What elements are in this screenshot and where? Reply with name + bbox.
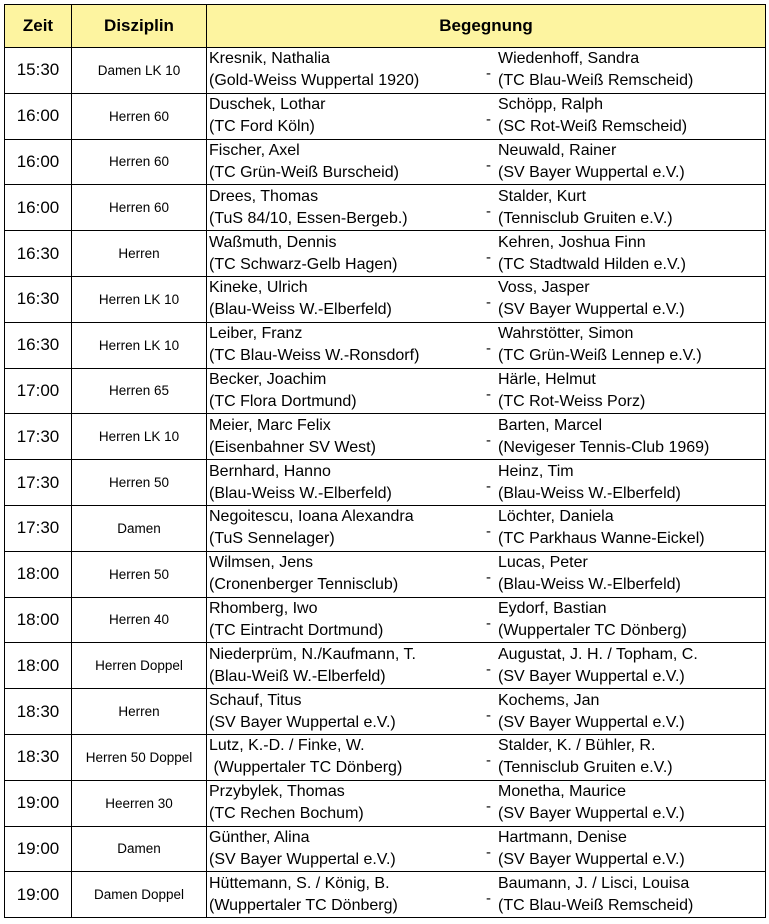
pairing: [207, 873, 765, 917]
home-player: [209, 323, 479, 367]
away-player: [498, 48, 765, 92]
table-row: [5, 322, 766, 368]
pairing: [207, 506, 765, 550]
away-player: [498, 506, 765, 550]
versus-separator: -: [486, 294, 491, 312]
discipline-cell: Herren LK 10: [72, 276, 207, 322]
away-player-club: (SV Bayer Wuppertal e.V.): [498, 163, 685, 181]
away-player-club: (Wuppertaler TC Dönberg): [498, 621, 687, 639]
home-player-club: (TuS Sennelager): [209, 530, 335, 548]
match-cell: [207, 276, 766, 322]
home-player-name: Bernhard, Hanno: [209, 462, 331, 480]
away-player-club: (TC Rot-Weiss Porz): [498, 392, 646, 410]
table-row: [5, 826, 766, 872]
away-player-club: (SV Bayer Wuppertal e.V.): [498, 805, 685, 823]
match-cell: [207, 185, 766, 231]
match-cell: [207, 643, 766, 689]
away-player: [498, 415, 765, 459]
away-player-club: (SC Rot-Weiß Remscheid): [498, 118, 688, 136]
time-cell: 18:30: [5, 734, 72, 780]
table-row: [5, 734, 766, 780]
home-player-club: (Gold-Weiss Wuppertal 1920): [209, 72, 420, 90]
discipline-cell: Herren 60: [72, 185, 207, 231]
discipline-cell: Herren 50: [72, 551, 207, 597]
match-cell: [207, 551, 766, 597]
table-row: [5, 93, 766, 139]
home-player-club: (TuS 84/10, Essen-Bergeb.): [209, 209, 408, 227]
pairing: [207, 598, 765, 642]
home-player-name: Hüttemann, S. / König, B.: [209, 874, 390, 892]
time-cell: 16:30: [5, 276, 72, 322]
away-player-name: Wiedenhoff, Sandra: [498, 50, 640, 68]
header-zeit: Zeit: [5, 5, 72, 48]
match-cell: [207, 48, 766, 94]
home-player-club: (TC Eintracht Dortmund): [209, 621, 384, 639]
away-player: [498, 323, 765, 367]
pairing: [207, 48, 765, 92]
home-player-club: (Eisenbahner SV West): [209, 438, 376, 456]
time-cell: 19:00: [5, 872, 72, 918]
time-cell: 18:00: [5, 551, 72, 597]
versus-separator: -: [486, 156, 491, 174]
away-player-name: Härle, Helmut: [498, 370, 596, 388]
match-cell: [207, 231, 766, 277]
versus-separator: -: [486, 477, 491, 495]
versus-separator: -: [486, 340, 491, 358]
discipline-cell: Damen LK 10: [72, 48, 207, 94]
discipline-cell: Herren Doppel: [72, 643, 207, 689]
discipline-cell: Herren 50 Doppel: [72, 734, 207, 780]
match-cell: [207, 872, 766, 918]
versus-separator: -: [486, 248, 491, 266]
home-player-club: (Wuppertaler TC Dönberg): [209, 896, 398, 914]
away-player-name: Baumann, J. / Lisci, Louisa: [498, 874, 690, 892]
pairing: [207, 323, 765, 367]
time-cell: 15:30: [5, 48, 72, 94]
home-player: [209, 232, 479, 276]
match-cell: [207, 460, 766, 506]
table-row: [5, 505, 766, 551]
away-player-name: Voss, Jasper: [498, 279, 590, 297]
home-player: [209, 690, 479, 734]
home-player-name: Duschek, Lothar: [209, 96, 326, 114]
home-player-club: (TC Rechen Bochum): [209, 805, 364, 823]
time-cell: 19:00: [5, 780, 72, 826]
home-player: [209, 735, 479, 779]
home-player-name: Waßmuth, Dennis: [209, 233, 337, 251]
away-player-club: (Blau-Weiss W.-Elberfeld): [498, 484, 681, 502]
away-player: [498, 781, 765, 825]
match-cell: [207, 93, 766, 139]
away-player: [498, 690, 765, 734]
home-player: [209, 369, 479, 413]
pairing: [207, 232, 765, 276]
discipline-cell: Heerren 30: [72, 780, 207, 826]
discipline-cell: Herren 65: [72, 368, 207, 414]
away-player-name: Augustat, J. H. / Topham, C.: [498, 645, 698, 663]
versus-separator: -: [486, 843, 491, 861]
away-player: [498, 735, 765, 779]
schedule-body: [5, 48, 766, 918]
versus-separator: -: [486, 202, 491, 220]
away-player: [498, 232, 765, 276]
home-player-name: Przybylek, Thomas: [209, 783, 345, 801]
table-row: [5, 643, 766, 689]
away-player-name: Neuwald, Rainer: [498, 141, 617, 159]
pairing: [207, 140, 765, 184]
time-cell: 17:30: [5, 414, 72, 460]
home-player: [209, 506, 479, 550]
away-player-name: Kochems, Jan: [498, 691, 600, 709]
away-player-name: Schöpp, Ralph: [498, 96, 603, 114]
away-player-name: Stalder, Kurt: [498, 187, 587, 205]
versus-separator: -: [486, 798, 491, 816]
versus-separator: -: [486, 752, 491, 770]
discipline-cell: Herren 40: [72, 597, 207, 643]
home-player-name: Niederprüm, N./Kaufmann, T.: [209, 645, 416, 663]
versus-separator: -: [486, 706, 491, 724]
home-player: [209, 598, 479, 642]
table-row: [5, 597, 766, 643]
away-player-name: Lucas, Peter: [498, 554, 588, 572]
away-player: [498, 277, 765, 321]
schedule-table: [4, 4, 766, 918]
versus-separator: -: [486, 65, 491, 83]
home-player-name: Leiber, Franz: [209, 325, 303, 343]
match-cell: [207, 414, 766, 460]
time-cell: 16:00: [5, 93, 72, 139]
versus-separator: -: [486, 385, 491, 403]
away-player-club: (Tennisclub Gruiten e.V.): [498, 759, 673, 777]
home-player: [209, 461, 479, 505]
away-player: [498, 552, 765, 596]
home-player-name: Lutz, K.-D. / Finke, W.: [209, 737, 365, 755]
home-player-club: (TC Flora Dortmund): [209, 392, 357, 410]
home-player-club: (SV Bayer Wuppertal e.V.): [209, 713, 396, 731]
versus-separator: -: [486, 889, 491, 907]
away-player: [498, 873, 765, 917]
home-player: [209, 415, 479, 459]
away-player-name: Monetha, Maurice: [498, 783, 627, 801]
away-player-club: (Tennisclub Gruiten e.V.): [498, 209, 673, 227]
home-player: [209, 94, 479, 138]
home-player-name: Wilmsen, Jens: [209, 554, 314, 572]
home-player-club: (Blau-Weiss W.-Elberfeld): [209, 484, 392, 502]
header-disziplin: Disziplin: [72, 5, 207, 48]
match-cell: [207, 322, 766, 368]
away-player-club: (SV Bayer Wuppertal e.V.): [498, 713, 685, 731]
discipline-cell: Damen: [72, 505, 207, 551]
home-player-club: (Blau-Weiß W.-Elberfeld): [209, 667, 386, 685]
home-player-name: Kineke, Ulrich: [209, 279, 308, 297]
away-player-name: Heinz, Tim: [498, 462, 574, 480]
match-cell: [207, 139, 766, 185]
home-player-name: Fischer, Axel: [209, 141, 300, 159]
away-player-name: Eydorf, Bastian: [498, 599, 607, 617]
table-row: [5, 231, 766, 277]
pairing: [207, 415, 765, 459]
away-player: [498, 644, 765, 688]
table-row: [5, 48, 766, 94]
away-player-club: (TC Blau-Weiß Remscheid): [498, 72, 694, 90]
pairing: [207, 461, 765, 505]
discipline-cell: Damen: [72, 826, 207, 872]
table-row: [5, 551, 766, 597]
table-row: [5, 139, 766, 185]
time-cell: 16:30: [5, 231, 72, 277]
table-row: [5, 368, 766, 414]
discipline-cell: Herren: [72, 689, 207, 735]
time-cell: 16:00: [5, 139, 72, 185]
away-player-club: (Blau-Weiss W.-Elberfeld): [498, 576, 681, 594]
home-player-name: Becker, Joachim: [209, 370, 327, 388]
time-cell: 17:30: [5, 505, 72, 551]
table-row: [5, 460, 766, 506]
home-player-name: Günther, Alina: [209, 828, 310, 846]
away-player-name: Wahrstötter, Simon: [498, 325, 634, 343]
discipline-cell: Herren LK 10: [72, 414, 207, 460]
versus-separator: -: [486, 660, 491, 678]
match-cell: [207, 368, 766, 414]
away-player-club: (SV Bayer Wuppertal e.V.): [498, 301, 685, 319]
away-player-name: Stalder, K. / Bühler, R.: [498, 737, 656, 755]
away-player: [498, 140, 765, 184]
away-player-name: Hartmann, Denise: [498, 828, 627, 846]
away-player-club: (Nevigeser Tennis-Club 1969): [498, 438, 710, 456]
pairing: [207, 94, 765, 138]
home-player-club: (SV Bayer Wuppertal e.V.): [209, 850, 396, 868]
home-player: [209, 873, 479, 917]
home-player: [209, 644, 479, 688]
home-player: [209, 186, 479, 230]
home-player-name: Meier, Marc Felix: [209, 416, 331, 434]
match-cell: [207, 734, 766, 780]
table-row: [5, 414, 766, 460]
versus-separator: -: [486, 523, 491, 541]
away-player-club: (SV Bayer Wuppertal e.V.): [498, 667, 685, 685]
versus-separator: -: [486, 431, 491, 449]
away-player: [498, 186, 765, 230]
table-row: [5, 689, 766, 735]
home-player-name: Kresnik, Nathalia: [209, 50, 330, 68]
home-player-name: Drees, Thomas: [209, 187, 319, 205]
discipline-cell: Herren 50: [72, 460, 207, 506]
versus-separator: -: [486, 569, 491, 587]
table-row: [5, 780, 766, 826]
discipline-cell: Herren: [72, 231, 207, 277]
home-player: [209, 277, 479, 321]
home-player-club: (TC Schwarz-Gelb Hagen): [209, 255, 398, 273]
match-cell: [207, 780, 766, 826]
away-player: [498, 94, 765, 138]
discipline-cell: Herren 60: [72, 139, 207, 185]
away-player-club: (TC Parkhaus Wanne-Eickel): [498, 530, 705, 548]
versus-separator: -: [486, 614, 491, 632]
time-cell: 18:00: [5, 643, 72, 689]
match-cell: [207, 689, 766, 735]
time-cell: 16:00: [5, 185, 72, 231]
time-cell: 16:30: [5, 322, 72, 368]
away-player-club: (SV Bayer Wuppertal e.V.): [498, 850, 685, 868]
home-player-name: Rhomberg, Iwo: [209, 599, 318, 617]
discipline-cell: Herren 60: [72, 93, 207, 139]
away-player-club: (TC Blau-Weiß Remscheid): [498, 896, 694, 914]
table-row: [5, 185, 766, 231]
time-cell: 19:00: [5, 826, 72, 872]
match-cell: [207, 826, 766, 872]
time-cell: 18:30: [5, 689, 72, 735]
match-cell: [207, 597, 766, 643]
home-player: [209, 140, 479, 184]
away-player-club: (TC Stadtwald Hilden e.V.): [498, 255, 686, 273]
discipline-cell: Herren LK 10: [72, 322, 207, 368]
home-player-club: (TC Grün-Weiß Burscheid): [209, 163, 399, 181]
table-row: [5, 276, 766, 322]
time-cell: 17:00: [5, 368, 72, 414]
pairing: [207, 735, 765, 779]
discipline-cell: Damen Doppel: [72, 872, 207, 918]
away-player: [498, 598, 765, 642]
versus-separator: -: [486, 111, 491, 129]
pairing: [207, 552, 765, 596]
home-player-club: (TC Blau-Weiss W.-Ronsdorf): [209, 347, 420, 365]
home-player: [209, 48, 479, 92]
home-player: [209, 781, 479, 825]
away-player-club: (TC Grün-Weiß Lennep e.V.): [498, 347, 702, 365]
pairing: [207, 277, 765, 321]
time-cell: 17:30: [5, 460, 72, 506]
away-player-name: Löchter, Daniela: [498, 508, 614, 526]
pairing: [207, 644, 765, 688]
pairing: [207, 781, 765, 825]
table-row: [5, 872, 766, 918]
home-player-name: Negoitescu, Ioana Alexandra: [209, 508, 414, 526]
away-player-name: Kehren, Joshua Finn: [498, 233, 646, 251]
time-cell: 18:00: [5, 597, 72, 643]
home-player: [209, 827, 479, 871]
match-cell: [207, 505, 766, 551]
away-player: [498, 369, 765, 413]
pairing: [207, 827, 765, 871]
home-player: [209, 552, 479, 596]
away-player-name: Barten, Marcel: [498, 416, 603, 434]
header-row: [5, 5, 766, 48]
pairing: [207, 186, 765, 230]
home-player-club: (Cronenberger Tennisclub): [209, 576, 399, 594]
away-player: [498, 827, 765, 871]
pairing: [207, 369, 765, 413]
home-player-club: (Wuppertaler TC Dönberg): [209, 759, 403, 777]
header-begegnung: Begegnung: [207, 5, 766, 48]
home-player-club: (Blau-Weiss W.-Elberfeld): [209, 301, 392, 319]
pairing: [207, 690, 765, 734]
home-player-name: Schauf, Titus: [209, 691, 302, 709]
home-player-club: (TC Ford Köln): [209, 118, 315, 136]
away-player: [498, 461, 765, 505]
